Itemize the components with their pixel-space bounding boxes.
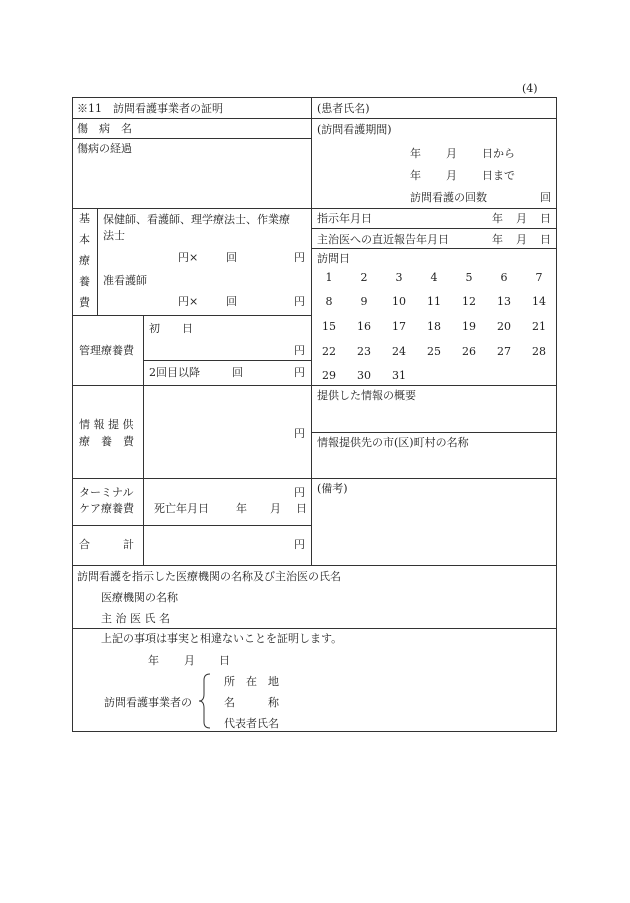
info-dest-label: 情報提供先の市(区)町村の名称	[317, 436, 469, 449]
total-yen: 円	[294, 538, 305, 551]
cert-day: 日	[219, 654, 230, 667]
report-date-label: 主治医への直近報告年月日	[317, 233, 449, 246]
calendar-day: 24	[392, 345, 406, 358]
institution-header: 訪問看護を指示した医療機関の名称及び主治医の氏名	[77, 570, 341, 583]
terminal-line2: ケア療養費	[79, 502, 134, 515]
nurse-calc-times: 回	[226, 251, 237, 264]
total-label: 合 計	[79, 538, 134, 551]
section-title: ※11 訪問看護事業者の証明	[77, 102, 223, 115]
management-first-day: 初 日	[149, 322, 193, 335]
instruction-year: 年	[492, 212, 503, 225]
period-from-month: 月	[446, 147, 457, 160]
visits-unit: 回	[540, 191, 551, 204]
basic-label-char: 療	[79, 254, 90, 267]
calendar-day: 4	[430, 271, 438, 284]
info-fee-line2: 療 養 費	[79, 435, 134, 448]
calendar-day: 3	[395, 271, 403, 284]
provider-label: 訪問看護事業者の	[104, 696, 192, 709]
address-label: 所 在 地	[224, 675, 279, 688]
info-fee-yen: 円	[294, 427, 305, 440]
calendar-day: 2	[360, 271, 368, 284]
calendar-day: 26	[462, 345, 476, 358]
calendar-day: 12	[462, 295, 476, 308]
representative-label: 代表者氏名	[224, 717, 279, 730]
patient-name-label: (患者氏名)	[317, 102, 370, 115]
certify-text: 上記の事項は事実と相違ないことを証明します。	[101, 632, 343, 645]
management-second: 2回目以降	[149, 366, 200, 379]
period-from-day: 日から	[482, 147, 515, 160]
instruction-date-label: 指示年月日	[317, 212, 372, 225]
calendar-day: 18	[427, 320, 441, 333]
assistant-nurse-label: 准看護師	[103, 274, 147, 287]
assistant-yen: 円	[294, 295, 305, 308]
basic-label-char: 基	[79, 212, 90, 225]
calendar-day: 10	[392, 295, 406, 308]
basic-label-char: 養	[79, 275, 90, 288]
management-label: 管理療養費	[79, 344, 134, 357]
curly-brace-icon	[198, 672, 212, 730]
management-first-yen: 円	[294, 344, 305, 357]
calendar-day: 15	[322, 320, 336, 333]
page-number: (4)	[522, 82, 538, 95]
death-date-label: 死亡年月日	[154, 502, 209, 515]
visits-label: 訪問看護の回数	[410, 191, 487, 204]
calendar-day: 27	[497, 345, 511, 358]
period-from-year: 年	[410, 147, 421, 160]
calendar-day: 1	[325, 271, 333, 284]
institution-name-label: 医療機関の名称	[101, 591, 178, 604]
disease-label: 傷 病 名	[77, 122, 132, 135]
calendar-day: 22	[322, 345, 336, 358]
death-day: 日	[296, 502, 307, 515]
provider-name-label: 名 称	[224, 696, 279, 709]
nurse-yen: 円	[294, 251, 305, 264]
report-year: 年	[492, 233, 503, 246]
progress-label: 傷病の経過	[77, 142, 132, 155]
management-times: 回	[232, 366, 243, 379]
cert-month: 月	[184, 654, 195, 667]
assistant-calc-yen: 円×	[178, 295, 199, 308]
calendar-day: 25	[427, 345, 441, 358]
info-fee-line1: 情 報 提 供	[79, 418, 134, 431]
calendar-day: 7	[535, 271, 543, 284]
management-second-yen: 円	[294, 366, 305, 379]
calendar-day: 23	[357, 345, 371, 358]
calendar-day: 19	[462, 320, 476, 333]
period-label: (訪問看護期間)	[317, 123, 392, 136]
cert-year: 年	[148, 654, 159, 667]
calendar-day: 8	[325, 295, 333, 308]
terminal-line1: ターミナル	[79, 486, 134, 499]
instruction-month: 月	[516, 212, 527, 225]
basic-label-char: 本	[79, 233, 90, 246]
nurse-line1: 保健師、看護師、理学療法士、作業療	[103, 213, 290, 226]
period-to-month: 月	[446, 169, 457, 182]
death-month: 月	[270, 502, 281, 515]
report-month: 月	[516, 233, 527, 246]
remarks-label: (備考)	[317, 482, 348, 495]
visit-days-label: 訪問日	[317, 252, 350, 265]
doctor-name-label: 主 治 医 氏 名	[101, 612, 170, 625]
calendar-day: 9	[360, 295, 368, 308]
calendar-day: 14	[532, 295, 546, 308]
info-summary-label: 提供した情報の概要	[317, 389, 416, 402]
calendar-day: 31	[392, 369, 406, 382]
calendar-day: 28	[532, 345, 546, 358]
instruction-day: 日	[540, 212, 551, 225]
calendar-day: 6	[500, 271, 508, 284]
period-to-year: 年	[410, 169, 421, 182]
calendar-day: 13	[497, 295, 511, 308]
assistant-calc-times: 回	[226, 295, 237, 308]
calendar-day: 16	[357, 320, 371, 333]
nurse-calc-yen: 円×	[178, 251, 199, 264]
nurse-line2: 法士	[103, 229, 125, 242]
death-year: 年	[236, 502, 247, 515]
calendar-day: 29	[322, 369, 336, 382]
report-day: 日	[540, 233, 551, 246]
basic-label-char: 費	[79, 296, 90, 309]
calendar-day: 21	[532, 320, 546, 333]
terminal-yen: 円	[294, 486, 305, 499]
calendar-day: 17	[392, 320, 406, 333]
calendar-day: 11	[427, 295, 441, 308]
calendar-day: 5	[465, 271, 473, 284]
calendar-day: 20	[497, 320, 511, 333]
calendar-day: 30	[357, 369, 371, 382]
period-to-day: 日まで	[482, 169, 515, 182]
